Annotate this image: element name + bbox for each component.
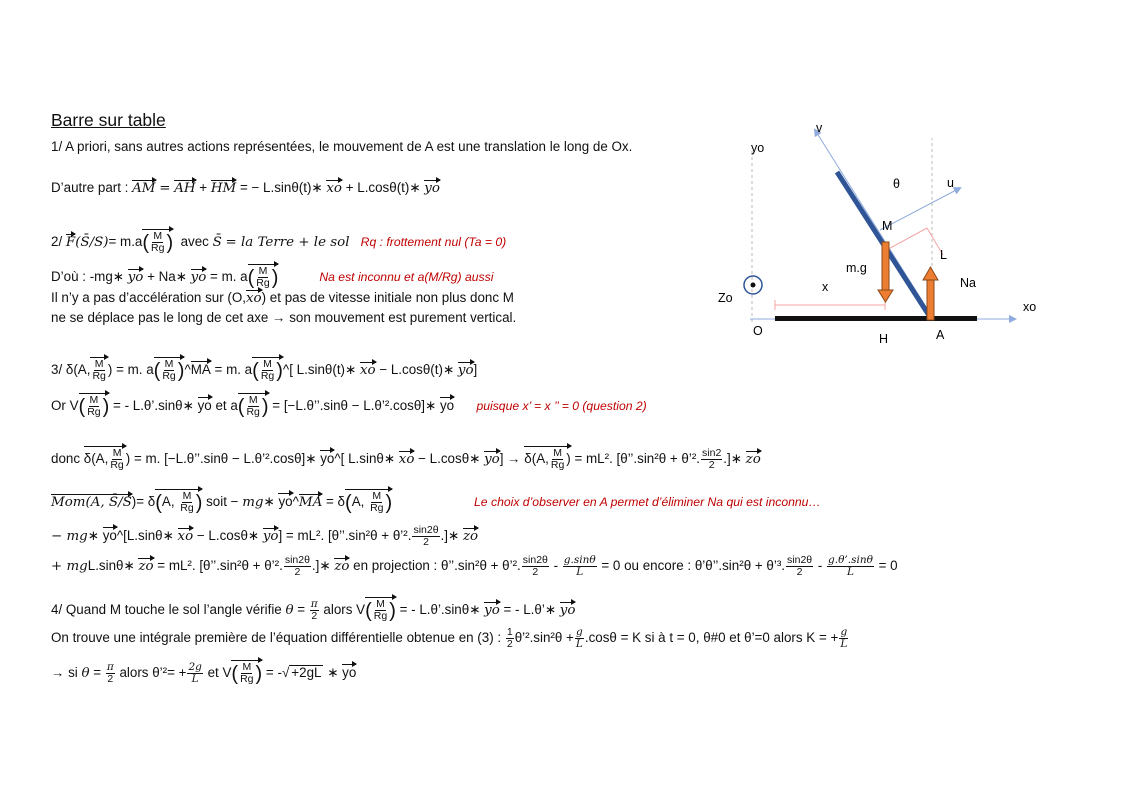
label-yo: yo <box>751 141 765 155</box>
weight-arrow <box>882 242 889 292</box>
line-5: Il n’y a pas d’accélération sur (O,xo) et pas de vitesse initiale non plus donc M <box>51 290 514 306</box>
label-M: M <box>882 219 893 233</box>
bar-diagram <box>715 120 1055 350</box>
line-2: D’autre part : AM = AH + HM = − L.sinθ(t)∗ xo + L.cosθ(t)∗ yo <box>51 180 440 196</box>
table <box>775 316 977 321</box>
line-12: + mgL.sinθ∗ zo = mL². [θ’’.sin²θ + θ’². $\frac{\sin 2\theta}{2}$ .]∗ zo en projection : θ’’.sin²θ + θ’². $\frac{\sin 2\theta}{2}$ - $\frac{g.\sin\theta}{L}$ = 0 ou encore : θ’θ’’.sin²θ + θ’³. $\frac{\sin 2\theta}{2}$ - $\frac{g.\theta’.\sin\theta}{L}$ = 0 <box>51 554 898 578</box>
line-13: 4/ Quand M touche le sol l’angle vérifie θ = $\frac{\pi}{2}$ alors V( $\frac{M}{Rg}$ ) = - L.θ’.sinθ∗ yo = - L.θ’∗ yo <box>51 598 576 622</box>
line-15: → si θ = $\frac{\pi}{2}$ alors θ’²= + $\frac{2g}{L}$ et V( $\frac{M}{Rg}$ ) = -√ +2gL ∗ yo <box>51 661 357 685</box>
page-title: Barre sur table <box>51 110 166 130</box>
note-choix: Le choix d’observer en A permet d’éliminer Na qui est inconnu… <box>474 495 821 510</box>
normal-arrow <box>927 278 934 320</box>
line-1: 1/ A priori, sans autres actions représentées, le mouvement de A est une translation le long de Ox. <box>51 139 633 154</box>
line-14: On trouve une intégrale première de l’équation différentielle obtenue en (3) : $\frac{1}{2}$ θ’².sin²θ + $\frac{g}{L}$ .cosθ = K si à t = 0, θ#0 et θ’=0 alors K = + $\frac{g}{L}$ <box>51 626 848 650</box>
label-O: O <box>753 324 763 338</box>
label-Zo: Zo <box>718 291 733 305</box>
label-A: A <box>936 328 945 342</box>
line-9: donc δ(A, $\frac{M}{Rg}$ ) = m. [−L.θ’’.sinθ − L.θ’².cosθ]∗ yo^[ L.sinθ∗ xo − L.cosθ∗ yo] → δ(A, $\frac{M}{Rg}$ ) = mL². [θ’’.sin²θ + θ’². $\frac{\sin 2}{2}$ .]∗ zo <box>51 447 761 471</box>
line-8: Or V( $\frac{M}{Rg}$ ) = - L.θ’.sinθ∗ yo et a( $\frac{M}{Rg}$ ) = [−L.θ’’.sinθ − L.θ’².cosθ]∗ yo puisque x’ = x ’’ = 0 (question 2) <box>51 394 647 418</box>
line-11: − mg∗ yo^[L.sinθ∗ xo − L.cosθ∗ yo] = mL². [θ’’.sin²θ + θ’². $\frac{\sin 2\theta}{2}$ .]∗ zo <box>51 524 479 548</box>
label-x: x <box>822 280 829 294</box>
line-4: D’où : -mg∗ yo + Na∗ yo = m. a( $\frac{M}{Rg}$ ) Na est inconnu et a(M/Rg) aussi <box>51 265 494 289</box>
label-u: u <box>947 176 954 190</box>
label-mg: m.g <box>846 261 867 275</box>
note-na: Na est inconnu et a(M/Rg) aussi <box>319 270 494 285</box>
label-xo: xo <box>1023 300 1037 314</box>
label-H: H <box>879 332 889 346</box>
line-7: 3/ δ(A, $\frac{M}{Rg}$ ) = m. a( $\frac{M}{Rg}$ )^MA = m. a( $\frac{M}{Rg}$ )^[ L.sinθ(t)∗ xo − L.cosθ(t)∗ yo] <box>51 358 478 382</box>
line-3: 2/ F(S̄/S)= m.a( $\frac{M}{Rg}$ ) avec S̄ = la Terre + le sol Rq : frottement nul (Ta = 0) <box>51 230 507 254</box>
label-v: v <box>816 121 823 135</box>
line-10: Mom(A, S̄/S)= δ(A, $\frac{M}{Rg}$ ) soit − mg∗ yo^MA = δ(A, $\frac{M}{Rg}$ ) Le choix d’observer en A permet d’éliminer Na qui est inconnu… <box>51 490 821 514</box>
note-question2: puisque x’ = x ’’ = 0 (question 2) <box>476 399 647 414</box>
label-L: L <box>940 248 947 262</box>
line-6: ne se déplace pas le long de cet axe → son mouvement est purement vertical. <box>51 310 517 325</box>
label-theta: θ <box>893 177 900 191</box>
label-Na: Na <box>960 276 976 290</box>
note-frottement: Rq : frottement nul (Ta = 0) <box>360 235 507 250</box>
